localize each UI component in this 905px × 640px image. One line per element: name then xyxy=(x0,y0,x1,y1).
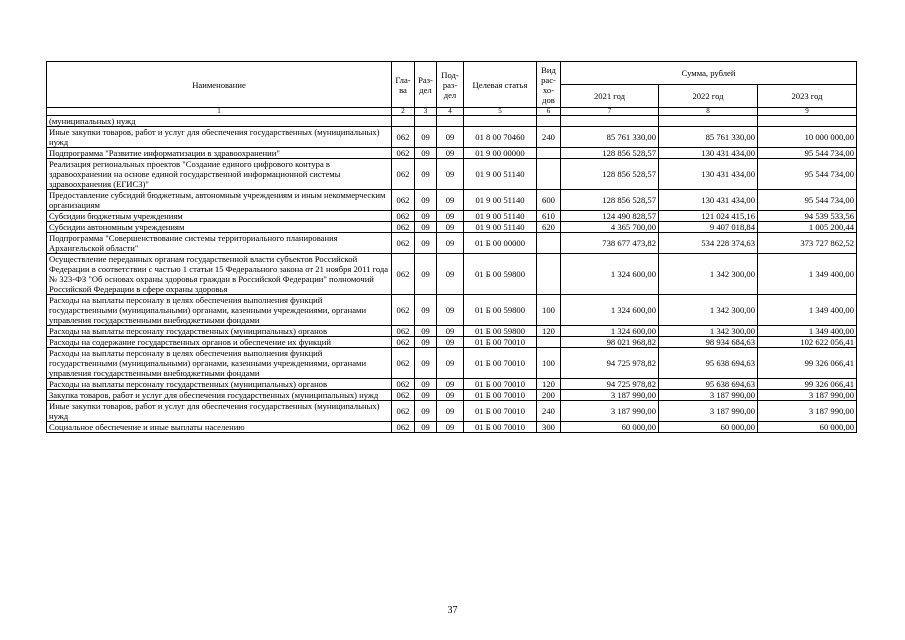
cell-sum-2022: 534 228 374,63 xyxy=(659,233,758,254)
column-index: 3 xyxy=(415,108,437,116)
budget-table xyxy=(46,61,857,433)
cell-podrazdel: 09 xyxy=(437,148,464,159)
cell-razdel: 09 xyxy=(415,401,437,422)
cell-target-article: 01 Б 00 70010 xyxy=(464,348,537,379)
table-row xyxy=(47,254,857,295)
column-index: 8 xyxy=(659,108,758,116)
cell-sum-2021: 3 187 990,00 xyxy=(561,390,659,401)
cell-sum-2022: 9 407 018,84 xyxy=(659,222,758,233)
cell-expense-type xyxy=(537,337,561,348)
header-glava: Гла-ва xyxy=(392,62,415,108)
cell-razdel: 09 xyxy=(415,233,437,254)
column-index-row xyxy=(47,108,857,116)
cell-razdel: 09 xyxy=(415,390,437,401)
cell-sum-2022 xyxy=(659,116,758,127)
cell-podrazdel: 09 xyxy=(437,190,464,211)
header-row xyxy=(47,62,857,85)
cell-expense-type: 120 xyxy=(537,326,561,337)
cell-expense-type: 620 xyxy=(537,222,561,233)
table-row xyxy=(47,422,857,433)
cell-expense-type xyxy=(537,254,561,295)
table-row xyxy=(47,326,857,337)
table-row xyxy=(47,159,857,190)
cell-expense-type xyxy=(537,233,561,254)
cell-podrazdel: 09 xyxy=(437,390,464,401)
cell-expense-type: 240 xyxy=(537,401,561,422)
cell-podrazdel: 09 xyxy=(437,127,464,148)
cell-sum-2023: 95 544 734,00 xyxy=(758,190,857,211)
cell-expense-type: 200 xyxy=(537,390,561,401)
cell-expense-type: 240 xyxy=(537,127,561,148)
cell-razdel: 09 xyxy=(415,127,437,148)
cell-glava: 062 xyxy=(392,127,415,148)
column-index: 9 xyxy=(758,108,857,116)
cell-podrazdel: 09 xyxy=(437,348,464,379)
cell-sum-2021: 98 021 968,82 xyxy=(561,337,659,348)
cell-glava: 062 xyxy=(392,348,415,379)
cell-sum-2023: 60 000,00 xyxy=(758,422,857,433)
cell-podrazdel: 09 xyxy=(437,295,464,326)
cell-sum-2023: 373 727 862,52 xyxy=(758,233,857,254)
column-index: 2 xyxy=(392,108,415,116)
cell-podrazdel: 09 xyxy=(437,222,464,233)
column-index: 7 xyxy=(561,108,659,116)
cell-name: Субсидии бюджетным учреждениям xyxy=(47,211,392,222)
cell-name: Осуществление переданных органам государственной власти субъектов Российской Федерации в соответствии с частью 1 статьи 15 Федерального закона от 21 ноября 2011 года № 323-ФЗ "Об основах охраны здоровья граждан в Российской Федерации" полномочий Российской Федерации в сфере охраны здоровья xyxy=(47,254,392,295)
cell-sum-2023: 99 326 066,41 xyxy=(758,379,857,390)
cell-sum-2021: 128 856 528,57 xyxy=(561,159,659,190)
cell-sum-2022: 3 187 990,00 xyxy=(659,401,758,422)
header-name: Наименование xyxy=(47,62,392,108)
header-podrazdel: Под-раз-дел xyxy=(437,62,464,108)
cell-sum-2023 xyxy=(758,116,857,127)
cell-name: Предоставление субсидий бюджетным, автономным учреждениям и иным некоммерческим организациям xyxy=(47,190,392,211)
table-row xyxy=(47,401,857,422)
cell-sum-2021: 738 677 473,82 xyxy=(561,233,659,254)
cell-sum-2023: 1 349 400,00 xyxy=(758,326,857,337)
column-index: 6 xyxy=(537,108,561,116)
table-row xyxy=(47,233,857,254)
table-row xyxy=(47,211,857,222)
cell-podrazdel: 09 xyxy=(437,422,464,433)
cell-sum-2021: 128 856 528,57 xyxy=(561,148,659,159)
table-row xyxy=(47,390,857,401)
header-target-article: Целевая статья xyxy=(464,62,537,108)
cell-glava: 062 xyxy=(392,233,415,254)
cell-podrazdel: 09 xyxy=(437,254,464,295)
cell-glava: 062 xyxy=(392,148,415,159)
cell-name: Расходы на выплаты персоналу в целях обеспечения выполнения функций государственными (муниципальными) органами, казенными учреждениями, органами управления государственными внебюджетными фондами xyxy=(47,348,392,379)
cell-sum-2023: 1 349 400,00 xyxy=(758,295,857,326)
cell-target-article: 01 Б 00 59800 xyxy=(464,254,537,295)
cell-razdel: 09 xyxy=(415,326,437,337)
header-expense-type: Вид рас-хо-дов xyxy=(537,62,561,108)
cell-sum-2022: 85 761 330,00 xyxy=(659,127,758,148)
cell-glava: 062 xyxy=(392,159,415,190)
cell-sum-2021: 4 365 700,00 xyxy=(561,222,659,233)
cell-sum-2022: 60 000,00 xyxy=(659,422,758,433)
column-index: 4 xyxy=(437,108,464,116)
cell-razdel: 09 xyxy=(415,295,437,326)
table-row xyxy=(47,148,857,159)
cell-sum-2022: 1 342 300,00 xyxy=(659,295,758,326)
table-row xyxy=(47,348,857,379)
cell-name: Реализация региональных проектов "Создание единого цифрового контура в здравоохранении на основе единой государственной информационной системы здравоохранения (ЕГИСЗ)" xyxy=(47,159,392,190)
cell-podrazdel: 09 xyxy=(437,337,464,348)
cell-sum-2021: 94 725 978,82 xyxy=(561,379,659,390)
cell-sum-2022: 95 638 694,63 xyxy=(659,348,758,379)
header-razdel: Раз-дел xyxy=(415,62,437,108)
cell-sum-2021: 1 324 600,00 xyxy=(561,254,659,295)
cell-glava: 062 xyxy=(392,422,415,433)
cell-sum-2021: 1 324 600,00 xyxy=(561,326,659,337)
cell-sum-2022: 130 431 434,00 xyxy=(659,159,758,190)
cell-sum-2023: 3 187 990,00 xyxy=(758,401,857,422)
cell-glava: 062 xyxy=(392,390,415,401)
cell-sum-2022: 1 342 300,00 xyxy=(659,254,758,295)
cell-name: Социальное обеспечение и иные выплаты населению xyxy=(47,422,392,433)
cell-glava: 062 xyxy=(392,190,415,211)
cell-podrazdel: 09 xyxy=(437,211,464,222)
cell-razdel: 09 xyxy=(415,254,437,295)
cell-name: Иные закупки товаров, работ и услуг для обеспечения государственных (муниципальных) нужд xyxy=(47,401,392,422)
cell-glava: 062 xyxy=(392,337,415,348)
cell-glava: 062 xyxy=(392,379,415,390)
cell-razdel xyxy=(415,116,437,127)
cell-name: (муниципальных) нужд xyxy=(47,116,392,127)
cell-expense-type: 100 xyxy=(537,295,561,326)
cell-sum-2023: 10 000 000,00 xyxy=(758,127,857,148)
cell-name: Расходы на содержание государственных органов и обеспечение их функций xyxy=(47,337,392,348)
cell-target-article: 01 Б 00 59800 xyxy=(464,326,537,337)
cell-razdel: 09 xyxy=(415,422,437,433)
cell-target-article: 01 8 00 70460 xyxy=(464,127,537,148)
cell-sum-2023: 102 622 056,41 xyxy=(758,337,857,348)
cell-expense-type: 120 xyxy=(537,379,561,390)
cell-glava: 062 xyxy=(392,295,415,326)
cell-name: Подпрограмма "Развитие информатизации в здравоохранении" xyxy=(47,148,392,159)
cell-target-article: 01 Б 00 59800 xyxy=(464,295,537,326)
cell-podrazdel: 09 xyxy=(437,233,464,254)
column-index: 5 xyxy=(464,108,537,116)
cell-sum-2022: 3 187 990,00 xyxy=(659,390,758,401)
cell-glava: 062 xyxy=(392,254,415,295)
header-year-2021: 2021 год xyxy=(561,85,659,108)
cell-name: Подпрограмма "Совершенствование системы территориального планирования Архангельской области" xyxy=(47,233,392,254)
cell-target-article: 01 9 00 51140 xyxy=(464,211,537,222)
cell-target-article: 01 Б 00 70010 xyxy=(464,379,537,390)
cell-target-article: 01 Б 00 70010 xyxy=(464,390,537,401)
cell-expense-type: 600 xyxy=(537,190,561,211)
cell-razdel: 09 xyxy=(415,222,437,233)
cell-sum-2022: 121 024 415,16 xyxy=(659,211,758,222)
column-index: 1 xyxy=(47,108,392,116)
cell-razdel: 09 xyxy=(415,337,437,348)
cell-sum-2022: 95 638 694,63 xyxy=(659,379,758,390)
cell-sum-2022: 1 342 300,00 xyxy=(659,326,758,337)
cell-sum-2021 xyxy=(561,116,659,127)
cell-sum-2022: 130 431 434,00 xyxy=(659,190,758,211)
cell-sum-2021: 94 725 978,82 xyxy=(561,348,659,379)
header-sum: Сумма, рублей xyxy=(561,62,857,85)
cell-target-article: 01 9 00 51140 xyxy=(464,159,537,190)
cell-podrazdel xyxy=(437,116,464,127)
cell-name: Расходы на выплаты персоналу государственных (муниципальных) органов xyxy=(47,326,392,337)
cell-expense-type xyxy=(537,159,561,190)
table-row xyxy=(47,127,857,148)
cell-target-article: 01 Б 00 00000 xyxy=(464,233,537,254)
cell-sum-2022: 130 431 434,00 xyxy=(659,148,758,159)
cell-target-article xyxy=(464,116,537,127)
table-row xyxy=(47,116,857,127)
page-number: 37 xyxy=(447,605,458,616)
cell-target-article: 01 9 00 51140 xyxy=(464,190,537,211)
cell-razdel: 09 xyxy=(415,190,437,211)
cell-expense-type: 300 xyxy=(537,422,561,433)
cell-podrazdel: 09 xyxy=(437,159,464,190)
cell-razdel: 09 xyxy=(415,211,437,222)
cell-podrazdel: 09 xyxy=(437,379,464,390)
cell-razdel: 09 xyxy=(415,348,437,379)
cell-name: Субсидии автономным учреждениям xyxy=(47,222,392,233)
cell-razdel: 09 xyxy=(415,379,437,390)
cell-target-article: 01 Б 00 70010 xyxy=(464,422,537,433)
cell-sum-2021: 128 856 528,57 xyxy=(561,190,659,211)
cell-razdel: 09 xyxy=(415,159,437,190)
cell-target-article: 01 Б 00 70010 xyxy=(464,337,537,348)
cell-name: Закупка товаров, работ и услуг для обеспечения государственных (муниципальных) нужд xyxy=(47,390,392,401)
cell-expense-type xyxy=(537,116,561,127)
cell-expense-type xyxy=(537,148,561,159)
cell-expense-type: 100 xyxy=(537,348,561,379)
cell-sum-2023: 99 326 066,41 xyxy=(758,348,857,379)
cell-sum-2021: 1 324 600,00 xyxy=(561,295,659,326)
cell-expense-type: 610 xyxy=(537,211,561,222)
cell-glava: 062 xyxy=(392,326,415,337)
cell-name: Расходы на выплаты персоналу в целях обеспечения выполнения функций государственными (муниципальными) органами, казенными учреждениями, органами управления государственными внебюджетными фондами xyxy=(47,295,392,326)
cell-sum-2022: 98 934 684,63 xyxy=(659,337,758,348)
cell-podrazdel: 09 xyxy=(437,326,464,337)
cell-sum-2023: 1 349 400,00 xyxy=(758,254,857,295)
cell-sum-2023: 3 187 990,00 xyxy=(758,390,857,401)
cell-glava xyxy=(392,116,415,127)
cell-sum-2021: 3 187 990,00 xyxy=(561,401,659,422)
cell-razdel: 09 xyxy=(415,148,437,159)
cell-glava: 062 xyxy=(392,401,415,422)
cell-glava: 062 xyxy=(392,211,415,222)
table-row xyxy=(47,337,857,348)
cell-target-article: 01 9 00 51140 xyxy=(464,222,537,233)
table-row xyxy=(47,295,857,326)
cell-target-article: 01 9 00 00000 xyxy=(464,148,537,159)
table-row xyxy=(47,190,857,211)
cell-glava: 062 xyxy=(392,222,415,233)
header-year-2023: 2023 год xyxy=(758,85,857,108)
cell-sum-2021: 124 490 828,57 xyxy=(561,211,659,222)
cell-sum-2021: 60 000,00 xyxy=(561,422,659,433)
cell-name: Иные закупки товаров, работ и услуг для обеспечения государственных (муниципальных) нужд xyxy=(47,127,392,148)
header-year-2022: 2022 год xyxy=(659,85,758,108)
table-row xyxy=(47,222,857,233)
cell-podrazdel: 09 xyxy=(437,401,464,422)
cell-sum-2023: 94 539 533,56 xyxy=(758,211,857,222)
table-body xyxy=(47,116,857,433)
cell-sum-2023: 1 005 200,44 xyxy=(758,222,857,233)
cell-target-article: 01 Б 00 70010 xyxy=(464,401,537,422)
cell-name: Расходы на выплаты персоналу государственных (муниципальных) органов xyxy=(47,379,392,390)
cell-sum-2021: 85 761 330,00 xyxy=(561,127,659,148)
cell-sum-2023: 95 544 734,00 xyxy=(758,159,857,190)
cell-sum-2023: 95 544 734,00 xyxy=(758,148,857,159)
table-row xyxy=(47,379,857,390)
